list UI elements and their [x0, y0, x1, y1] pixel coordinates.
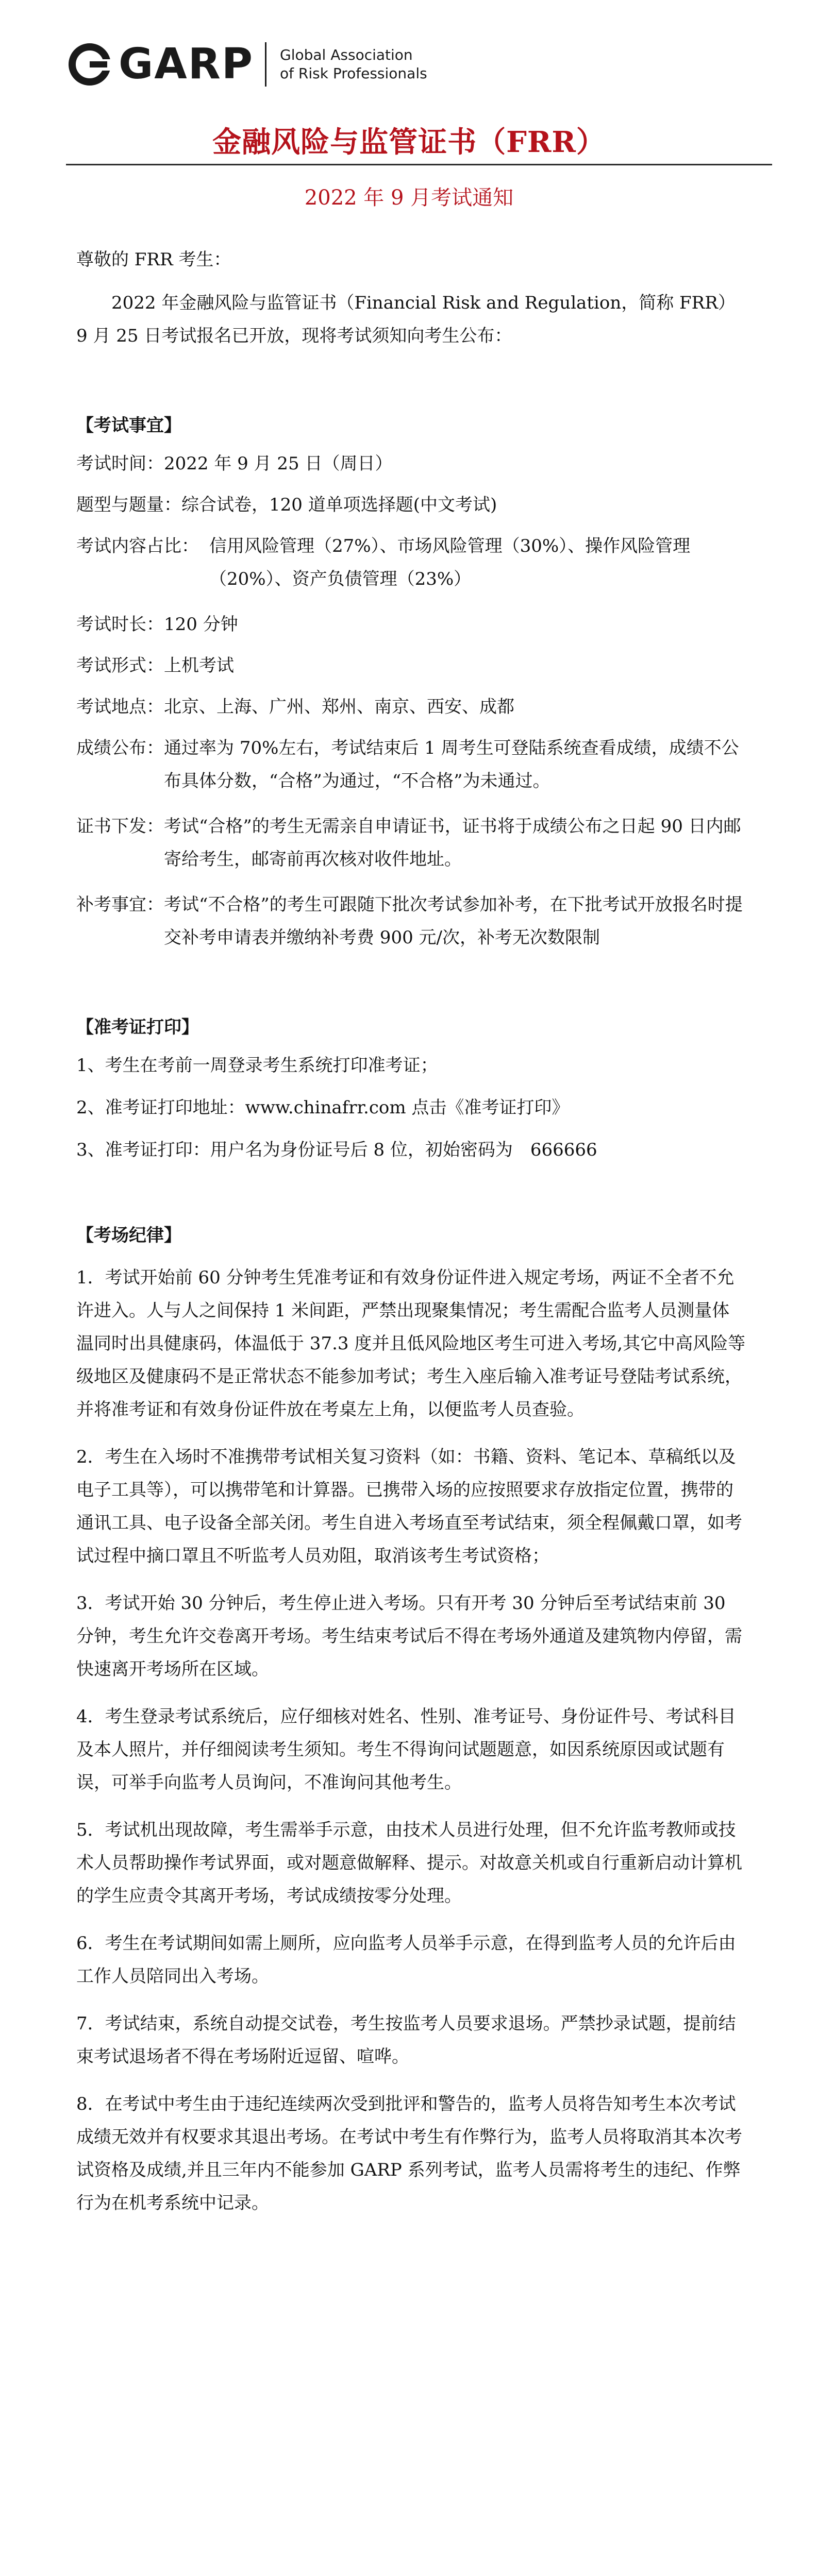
section-heading-exam-info: 【考试事宜】 [76, 415, 181, 436]
list-item: 8．在考试中考生由于违纪连续两次受到批评和警告的，监考人员将告知考生本次考试成绩无效并有权要求其退出考场。在考试中考生有作弊行为，监考人员将取消其本次考试资格及成绩,并且三年内不能参加 GARP 系列考试，监考人员需将考生的违纪、作弊行为在机考系统中记录。 [76, 2094, 742, 2213]
list-item: 1、考生在考前一周登录考生系统打印准考证； [76, 1055, 438, 1076]
discipline-list [76, 1261, 746, 2219]
info-value: 120 分钟 [164, 614, 238, 635]
exam-info-list [76, 451, 746, 954]
logo-tagline-line1: Global Association [280, 46, 413, 63]
info-label: 考试内容占比： [76, 536, 199, 556]
info-value: 2022 年 9 月 25 日（周日） [164, 453, 393, 474]
garp-logo [66, 36, 427, 93]
info-label: 考试时长： [76, 614, 164, 635]
list-item: 2、准考证打印地址：www.chinafrr.com 点击《准考证打印》 [76, 1097, 570, 1118]
info-row-certificate [76, 814, 746, 876]
info-value: 上机考试 [164, 655, 234, 676]
list-item: 4．考生登录考试系统后，应仔细核对姓名、性别、准考证号、身份证件号、考试科目及本人照片，并仔细阅读考生须知。考生不得询问试题题意，如因系统原因或试题有误，可举手向监考人员询问，不准询问其他考生。 [76, 1706, 736, 1793]
list-item: 2．考生在入场时不准携带考试相关复习资料（如：书籍、资料、笔记本、草稿纸以及电子工具等），可以携带笔和计算器。已携带入场的应按照要求存放指定位置，携带的通讯工具、电子设备全部关闭。考生自进入考场直至考试结束，须全程佩戴口罩，如考试过程中摘口罩且不听监考人员劝阻，取消该考生考试资格； [76, 1447, 742, 1566]
section-heading-admission: 【准考证打印】 [76, 1017, 199, 1038]
info-value: 北京、上海、广州、郑州、南京、西安、成都 [164, 697, 514, 717]
info-row-duration [76, 612, 746, 637]
info-label: 考试形式： [76, 655, 164, 676]
document-title: 金融风险与监管证书（FRR） [212, 125, 606, 159]
info-label: 考试地点： [76, 697, 164, 717]
list-item: 1．考试开始前 60 分钟考生凭准考证和有效身份证件进入规定考场，两证不全者不允许进入。人与人之间保持 1 米间距，严禁出现聚集情况；考生需配合监考人员测量体温同时出具健康码，体温低于 37.3 度并且低风险地区考生可进入考场,其它中高风险等级地区及健康码不是正常状态不能参加考试；考生入座后输入准考证号登陆考试系统，并将准考证和有效身份证件放在考桌左上角，以便监考人员查验。 [76, 1267, 746, 1420]
info-row-exam-time [76, 451, 746, 476]
document-body [76, 247, 746, 2234]
info-row-results [76, 736, 746, 798]
list-item: 7．考试结束，系统自动提交试卷，考生按监考人员要求退场。严禁抄录试题，提前结束考试退场者不得在考场附近逗留、喧哗。 [76, 2013, 736, 2067]
info-value: 综合试卷，120 道单项选择题(中文考试) [181, 495, 497, 515]
salutation: 尊敬的 FRR 考生： [76, 249, 231, 270]
info-row-locations [76, 694, 746, 719]
info-label: 成绩公布： [76, 738, 164, 758]
info-value: 通过率为 70%左右，考试结束后 1 周考生可登陆系统查看成绩，成绩不公布具体分数，“合格”为通过，“不合格”为未通过。 [164, 738, 739, 791]
list-item: 3．考试开始 30 分钟后，考生停止进入考场。只有开考 30 分钟后至考试结束前 30 分钟，考生允许交卷离开考场。考生结束考试后不得在考场外通道及建筑物内停留，需快速离开考场所在区域。 [76, 1593, 742, 1680]
logo-separator [265, 42, 266, 87]
intro-paragraph: 2022 年金融风险与监管证书（Financial Risk and Regulation，简称 FRR）9 月 25 日考试报名已开放，现将考试须知向考生公布： [76, 293, 736, 346]
section-heading-discipline: 【考场纪律】 [76, 1225, 181, 1246]
info-label: 证书下发： [76, 816, 164, 837]
info-label: 考试时间： [76, 453, 164, 474]
garp-logo-mark-icon [66, 41, 113, 88]
list-item: 5．考试机出现故障，考生需举手示意，由技术人员进行处理，但不允许监考教师或技术人员帮助操作考试界面，或对题意做解释、提示。对故意关机或自行重新启动计算机的学生应责令其离开考场，考试成绩按零分处理。 [76, 1820, 742, 1906]
logo-wordmark: GARP [119, 40, 254, 89]
info-row-format [76, 653, 746, 678]
list-item: 3、准考证打印：用户名为身份证号后 8 位，初始密码为 666666 [76, 1140, 597, 1160]
logo-tagline [280, 46, 427, 83]
info-row-question-type [76, 493, 746, 517]
info-row-content-weights [76, 534, 746, 596]
info-row-retake [76, 892, 746, 954]
logo-tagline-line2: of Risk Professionals [280, 65, 427, 82]
admission-list [76, 1053, 746, 1162]
info-value: 考试“合格”的考生无需亲自申请证书，证书将于成绩公布之日起 90 日内邮寄给考生，邮寄前再次核对收件地址。 [164, 816, 741, 870]
list-item: 6．考生在考试期间如需上厕所，应向监考人员举手示意，在得到监考人员的允许后由工作人员陪同出入考场。 [76, 1933, 736, 1987]
document-subtitle: 2022 年 9 月考试通知 [304, 186, 514, 210]
info-value: 信用风险管理（27%）、市场风险管理（30%）、操作风险管理（20%）、资产负债管理（23%） [209, 536, 691, 589]
info-label: 题型与题量： [76, 495, 181, 515]
info-value: 考试“不合格”的考生可跟随下批次考试参加补考，在下批考试开放报名时提交补考申请表并缴纳补考费 900 元/次，补考无次数限制 [164, 894, 743, 948]
title-divider [66, 164, 772, 165]
info-label: 补考事宜： [76, 894, 164, 915]
